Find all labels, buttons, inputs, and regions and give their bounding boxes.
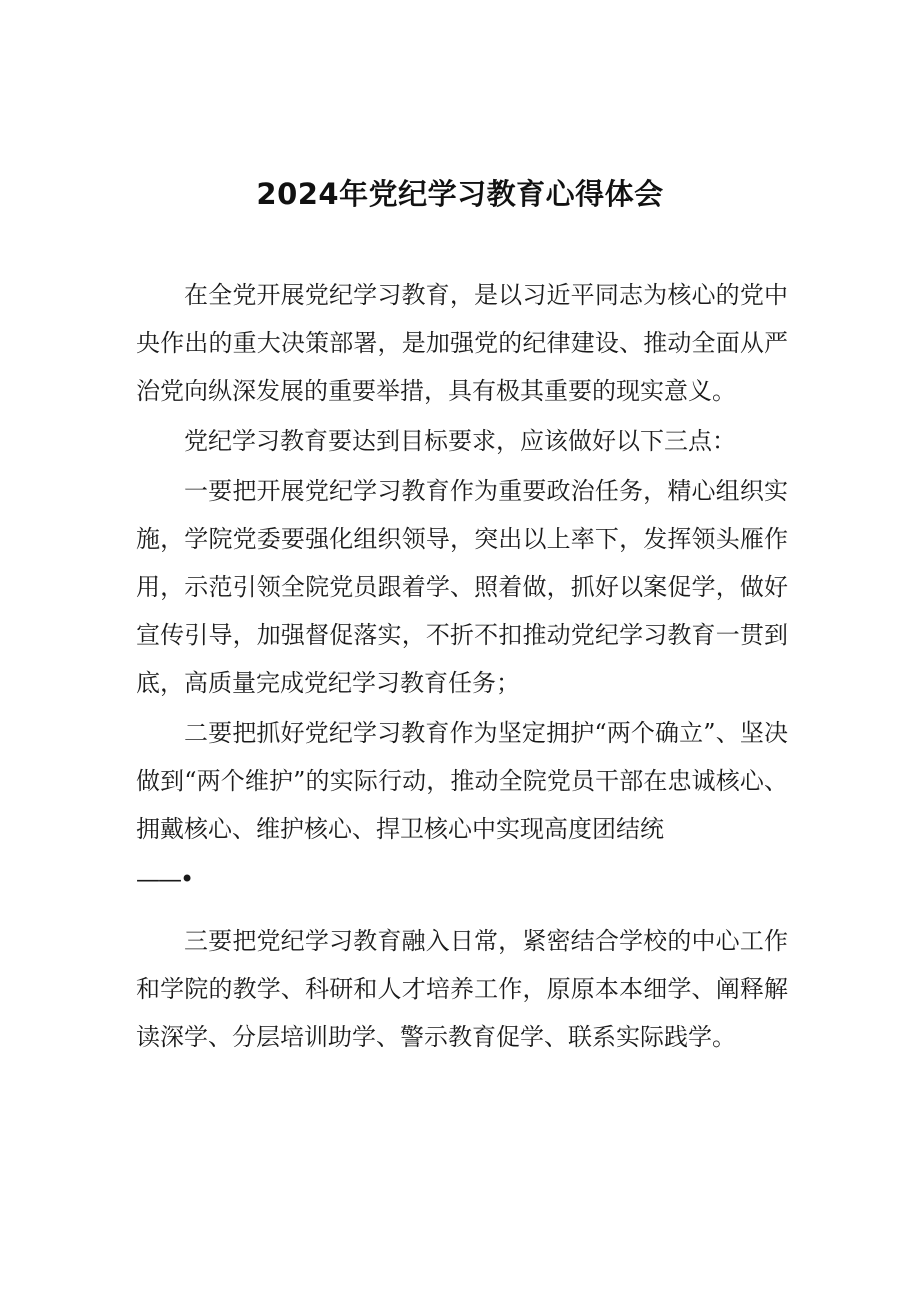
- paragraph-dash-fragment: ——•: [136, 865, 193, 893]
- paragraph-point-two: 二要把抓好党纪学习教育作为坚定拥护“两个确立”、坚决做到“两个维护”的实际行动，推动全院党员干部在忠诚核心、拥戴核心、维护核心、捍卫核心中实现高度团结统: [136, 719, 788, 843]
- document-body: [136, 271, 788, 1063]
- paragraph-intro: 在全党开展党纪学习教育，是以习近平同志为核心的党中央作出的重大决策部署，是加强党的纪律建设、推动全面从严治党向纵深发展的重要举措，具有极其重要的现实意义。: [136, 281, 788, 405]
- paragraph-goals: 党纪学习教育要达到目标要求，应该做好以下三点：: [184, 427, 736, 455]
- paragraph-point-one: 一要把开展党纪学习教育作为重要政治任务，精心组织实施，学院党委要强化组织领导，突出以上率下，发挥领头雁作用，示范引领全院党员跟着学、照着做，抓好以案促学，做好宣传引导，加强督促落实，不折不扣推动党纪学习教育一贯到底，高质量完成党纪学习教育任务；: [136, 477, 788, 697]
- paragraph-point-three: 三要把党纪学习教育融入日常，紧密结合学校的中心工作和学院的教学、科研和人才培养工作，原原本本细学、阐释解读深学、分层培训助学、警示教育促学、联系实际践学。: [136, 927, 788, 1051]
- document-title: 2024年党纪学习教育心得体会: [256, 177, 664, 211]
